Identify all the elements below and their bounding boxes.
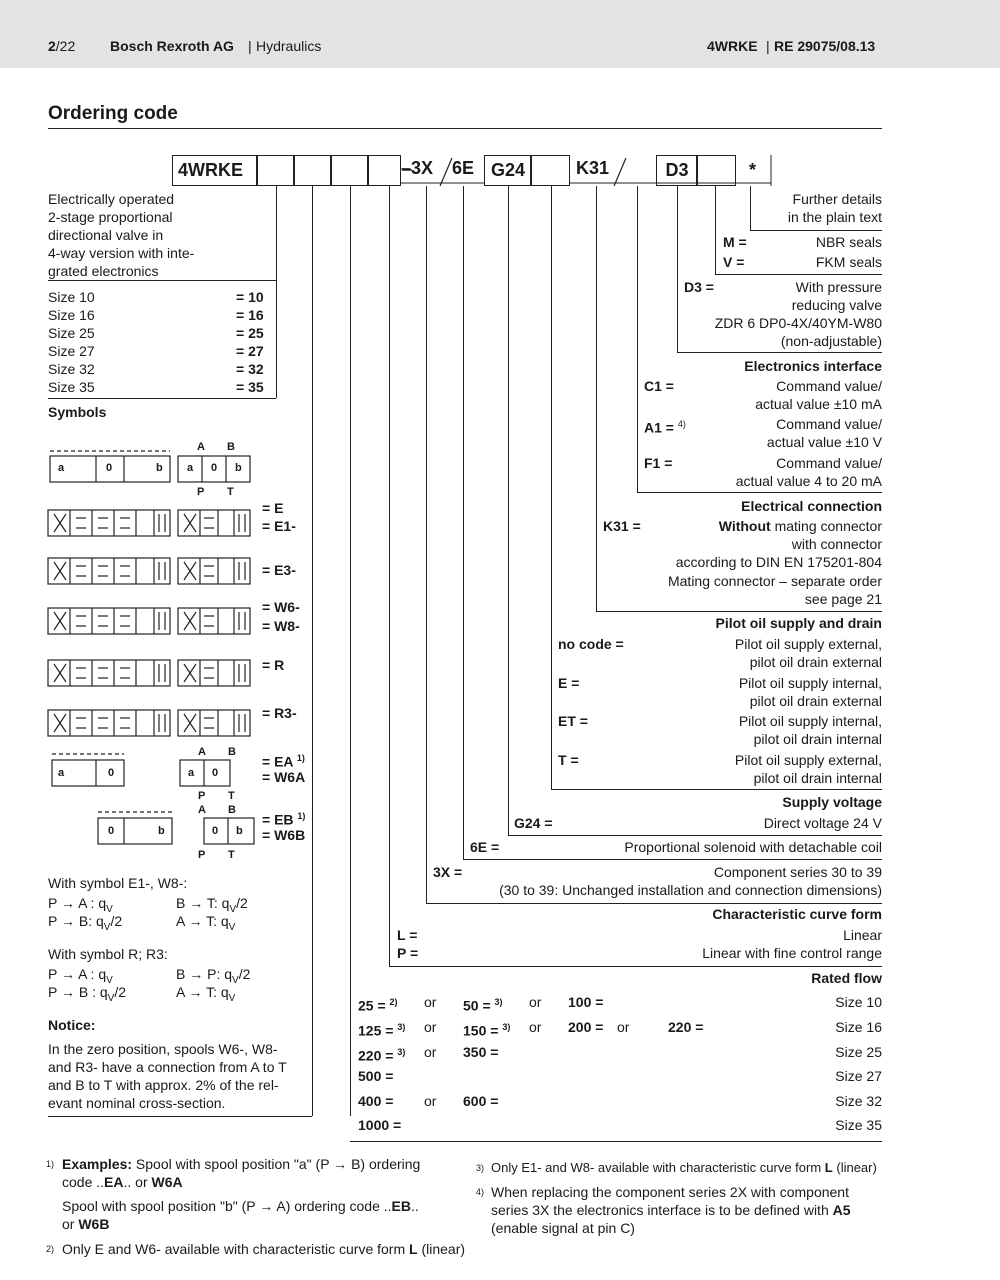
option-desc: pilot oil drain external	[749, 654, 882, 670]
symbol-code: = E1-	[262, 518, 296, 534]
port-label: a	[58, 462, 65, 474]
leader-curve	[389, 186, 390, 966]
flow-size: Size 25	[835, 1044, 882, 1060]
symbol-code: = R3-	[262, 705, 297, 721]
footnote-number: 4)	[476, 1187, 485, 1197]
symbols-title: Symbols	[48, 404, 107, 420]
option-desc: pilot oil drain internal	[753, 770, 882, 786]
rule	[508, 835, 882, 836]
page-title: Ordering code	[48, 103, 178, 124]
size-label: Size 32	[48, 361, 95, 377]
option-desc: according to DIN EN 175201-804	[675, 554, 882, 570]
port-label: a	[188, 767, 195, 779]
port-label: P	[198, 790, 206, 802]
or-label: or	[529, 994, 542, 1010]
symbol-code: = EA $^{1)}$	[262, 753, 305, 770]
option-desc: Linear	[843, 927, 882, 943]
flow-code: 125 = $^{3)}$	[358, 1022, 406, 1039]
desc-line: directional valve in	[48, 227, 164, 243]
d3-code: D3 =	[684, 279, 714, 295]
rule	[715, 274, 882, 275]
size-code: = 10	[236, 289, 264, 305]
leader-solenoid	[463, 186, 464, 859]
section-title: Rated flow	[811, 970, 882, 986]
option-desc: actual value ±10 V	[766, 434, 882, 450]
code-further: *	[749, 160, 757, 180]
leader-series	[426, 186, 427, 903]
section-title: Pilot oil supply and drain	[715, 615, 882, 631]
rule	[750, 230, 882, 231]
code-cell-type: 4WRKE	[172, 155, 258, 186]
symbol-code: = W8-	[262, 618, 300, 634]
rule	[48, 280, 276, 281]
rule	[637, 492, 882, 493]
size-code: = 25	[236, 325, 264, 341]
code-cell-d3: D3	[656, 155, 698, 186]
port-label: a	[187, 462, 194, 474]
option-desc: Component series 30 to 39	[713, 864, 882, 880]
flow-code: 1000 =	[358, 1117, 402, 1133]
port-label: A	[198, 804, 206, 816]
code-separators	[0, 0, 1000, 200]
footnote-3: Only E1- and W8- available with characteristic curve form L (linear)	[491, 1160, 877, 1175]
port-label: T	[228, 849, 235, 861]
or-label: or	[424, 994, 437, 1010]
flow-code: 25 = $^{2)}$	[358, 997, 398, 1014]
flow-note: P → B: $q_V/2$	[48, 913, 123, 933]
option-desc: actual value ±10 mA	[755, 396, 882, 412]
seal-desc: NBR seals	[815, 234, 882, 250]
notice-line: evant nominal cross-section.	[48, 1095, 226, 1111]
flow-note-title: With symbol R; R3:	[48, 946, 168, 962]
symbol-code: = R	[262, 657, 285, 673]
option-desc: with connector	[791, 536, 882, 552]
symbol-code: = W6B	[262, 827, 306, 843]
divider: |	[766, 38, 770, 54]
further-details: Further details	[792, 191, 882, 207]
code-cell-voltage: G24	[484, 155, 532, 186]
flow-note: A → T: $q_V$	[176, 984, 236, 1004]
flow-code: 600 =	[463, 1093, 499, 1109]
desc-line: 4-way version with inte-	[48, 245, 195, 261]
leader-voltage	[508, 186, 509, 835]
port-label: b	[235, 462, 242, 474]
size-label: Size 27	[48, 343, 95, 359]
leader-d3	[677, 186, 678, 352]
rule	[551, 789, 882, 790]
port-label: B	[227, 441, 235, 453]
notice-line: and R3- have a connection from A to T	[48, 1059, 287, 1075]
option-desc: Command value/	[776, 455, 882, 471]
leader-symbol-b	[350, 186, 351, 1116]
port-label: b	[236, 825, 243, 837]
leader-further	[750, 186, 751, 230]
flow-size: Size 35	[835, 1117, 882, 1133]
option-code: F1 =	[644, 455, 673, 471]
d3-desc: (non-adjustable)	[780, 333, 882, 349]
option-desc: pilot oil drain external	[749, 693, 882, 709]
or-label: or	[617, 1019, 630, 1035]
rule	[596, 611, 882, 612]
notice-line: and B to T with approx. 2% of the rel-	[48, 1077, 279, 1093]
symbol-code: = EB $^{1)}$	[262, 811, 306, 828]
port-label: b	[156, 462, 163, 474]
size-code: = 16	[236, 307, 264, 323]
d3-desc: ZDR 6 DP0-4X/40YM-W80	[714, 315, 882, 331]
option-code: L =	[397, 927, 418, 943]
flow-size: Size 32	[835, 1093, 882, 1109]
document-number: RE 29075/08.13	[774, 38, 876, 54]
port-label: T	[228, 790, 235, 802]
size-label: Size 35	[48, 379, 95, 395]
flow-code: 150 = $^{3)}$	[463, 1022, 511, 1039]
rule	[48, 398, 276, 399]
d3-desc: reducing valve	[791, 297, 882, 313]
flow-size: Size 10	[835, 994, 882, 1010]
option-desc: Mating connector – separate order	[667, 573, 882, 589]
option-code: ET =	[558, 713, 588, 729]
code-connection: K31	[576, 158, 610, 178]
page-number: 2/22	[48, 38, 76, 54]
company-name: Bosch Rexroth AG	[110, 38, 234, 54]
port-label: 0	[108, 825, 115, 837]
desc-line: grated electronics	[48, 263, 159, 279]
flow-note-title: With symbol E1-, W8-:	[48, 875, 188, 891]
option-code: 6E =	[470, 839, 500, 855]
symbol-code: = E3-	[262, 562, 296, 578]
divider: |	[248, 38, 252, 54]
flow-note: B → P: $q_V/2$	[176, 966, 251, 986]
flow-note: P → A : $q_V$	[48, 966, 113, 986]
size-code: = 27	[236, 343, 264, 359]
flow-code: 200 =	[568, 1019, 604, 1035]
leader-connection	[596, 186, 597, 611]
option-desc: Without mating connector	[718, 518, 882, 534]
port-label: P	[197, 486, 205, 498]
desc-line: Electrically operated	[48, 191, 175, 207]
option-code: C1 =	[644, 378, 674, 394]
section-title: Characteristic curve form	[712, 906, 882, 922]
symbol-code: = E	[262, 500, 284, 516]
flow-code: 500 =	[358, 1068, 394, 1084]
section-title: Electrical connection	[741, 498, 882, 514]
flow-note: P → B : $q_V/2$	[48, 984, 127, 1004]
option-desc: Pilot oil supply external,	[734, 636, 882, 652]
option-desc: Pilot oil supply internal,	[738, 675, 882, 691]
option-code: no code =	[558, 636, 624, 652]
leader-size	[276, 186, 277, 398]
seal-code: V =	[723, 254, 745, 270]
port-label: A	[198, 746, 206, 758]
flow-code: 350 =	[463, 1044, 499, 1060]
or-label: or	[424, 1019, 437, 1035]
flow-code: 50 = $^{3)}$	[463, 997, 503, 1014]
flow-note: B → T: $q_V/2$	[176, 895, 248, 915]
option-code: G24 =	[514, 815, 553, 831]
flow-note: P → A : $q_V$	[48, 895, 113, 915]
option-desc: (30 to 39: Unchanged installation and connection dimensions)	[499, 882, 882, 898]
port-label: B	[228, 746, 236, 758]
seal-code: M =	[723, 234, 747, 250]
option-desc: see page 21	[804, 591, 882, 607]
rule	[677, 352, 882, 353]
option-code: E =	[558, 675, 580, 691]
leader-seals	[715, 186, 716, 274]
code-solenoid: 6E	[452, 158, 475, 178]
port-label: B	[228, 804, 236, 816]
footnote-number: 2)	[46, 1244, 55, 1254]
section-title: Supply voltage	[782, 794, 882, 810]
flow-code: 100 =	[568, 994, 604, 1010]
option-code: 3X =	[433, 864, 463, 880]
option-desc: Command value/	[776, 416, 882, 432]
size-label: Size 16	[48, 307, 95, 323]
footnote-number: 3)	[476, 1163, 485, 1173]
option-desc: pilot oil drain internal	[753, 731, 882, 747]
flow-code: 400 =	[358, 1093, 394, 1109]
port-label: b	[158, 825, 165, 837]
option-code: T =	[558, 752, 579, 768]
or-label: or	[424, 1044, 437, 1060]
footnote-1-cont: Spool with spool position "b" (P → A) ordering code ..EB.. or W6B	[62, 1198, 419, 1232]
hydraulic-symbols	[46, 438, 258, 858]
size-code: = 32	[236, 361, 264, 377]
flow-size: Size 16	[835, 1019, 882, 1035]
notice-title: Notice:	[48, 1017, 96, 1033]
option-desc: Direct voltage 24 V	[763, 815, 882, 831]
leader-pilot	[551, 186, 552, 789]
size-code: = 35	[236, 379, 264, 395]
leader-symbol-a	[312, 186, 313, 1116]
further-details: in the plain text	[787, 209, 882, 225]
flow-code: 220 = $^{3)}$	[358, 1047, 406, 1064]
port-label: a	[58, 767, 65, 779]
rule	[463, 859, 882, 860]
footnote-1: Examples: Spool with spool position "a" (P → B) ordering code ..EA.. or W6A	[62, 1156, 421, 1190]
flow-note: A → T: $q_V$	[176, 913, 236, 933]
rule	[350, 1141, 882, 1142]
port-label: 0	[212, 767, 219, 779]
desc-line: 2-stage proportional	[48, 209, 173, 225]
notice-line: In the zero position, spools W6-, W8-	[48, 1041, 278, 1057]
product-name: 4WRKE	[707, 38, 758, 54]
footnote-number: 1)	[46, 1159, 55, 1169]
option-desc: Pilot oil supply internal,	[738, 713, 882, 729]
rule	[389, 966, 882, 967]
option-desc: Pilot oil supply external,	[734, 752, 882, 768]
symbol-code: = W6A	[262, 769, 306, 785]
option-desc: Proportional solenoid with detachable coil	[624, 839, 882, 855]
option-desc: Command value/	[776, 378, 882, 394]
division-name: Hydraulics	[256, 38, 322, 54]
port-label: P	[198, 849, 206, 861]
size-label: Size 10	[48, 289, 95, 305]
port-label: 0	[106, 462, 113, 474]
rule	[426, 903, 882, 904]
flow-code: 220 =	[668, 1019, 704, 1035]
footnote-2: Only E and W6- available with characteristic curve form L (linear)	[62, 1241, 466, 1257]
option-code: A1 = $^{4)}$	[644, 419, 686, 436]
port-label: 0	[212, 825, 219, 837]
option-desc: actual value 4 to 20 mA	[735, 473, 882, 489]
port-label: 0	[108, 767, 115, 779]
symbol-code: = W6-	[262, 599, 300, 615]
port-label: A	[197, 441, 205, 453]
section-title: Electronics interface	[744, 358, 882, 374]
leader-interface	[637, 186, 638, 492]
or-label: or	[529, 1019, 542, 1035]
footnote-4: When replacing the component series 2X with component series 3X the electronics interface is to be defined with A5 (enable signal at pin C)	[491, 1184, 851, 1236]
port-label: 0	[211, 462, 218, 474]
size-label: Size 25	[48, 325, 95, 341]
seal-desc: FKM seals	[815, 254, 882, 270]
rule	[48, 1116, 312, 1117]
d3-desc: With pressure	[795, 279, 882, 295]
or-label: or	[424, 1093, 437, 1109]
option-code: K31 =	[603, 518, 641, 534]
option-desc: Linear with fine control range	[702, 945, 882, 961]
port-label: T	[227, 486, 234, 498]
option-code: P =	[397, 945, 419, 961]
flow-size: Size 27	[835, 1068, 882, 1084]
code-series: –3X	[401, 158, 434, 178]
